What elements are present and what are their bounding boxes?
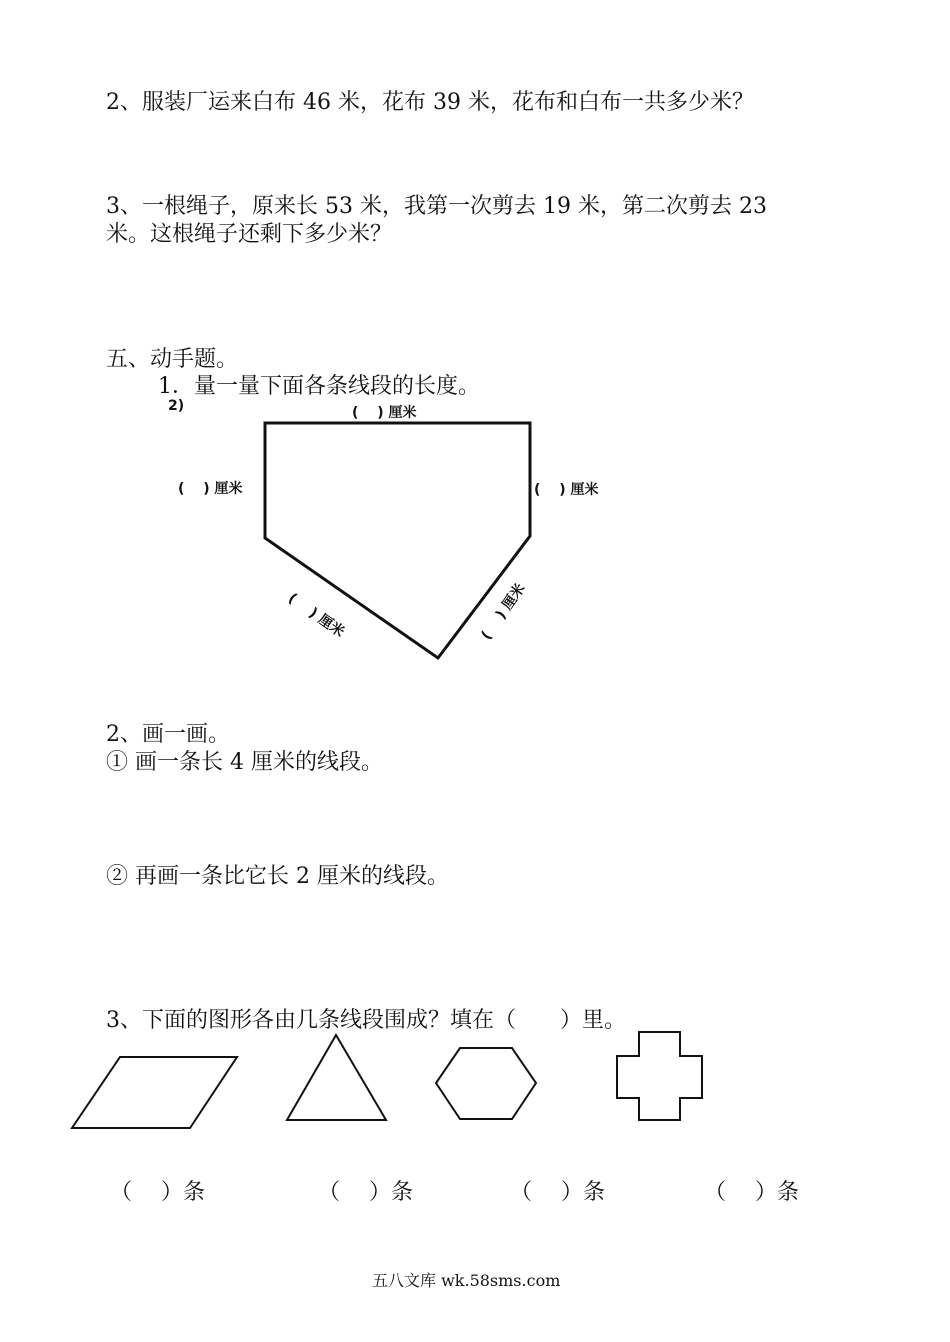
triangle-shape [287,1035,386,1120]
cross-shape [617,1032,702,1120]
hexagon-shape [436,1048,536,1119]
answer-blank-triangle: （ ）条 [318,1180,413,1205]
section-5-title: 五、动手题。 [106,347,239,372]
answer-blank-hexagon: （ ）条 [510,1180,605,1205]
problem-3-line-2: 米。这根绳子还剩下多少米？ [106,222,393,247]
task-2-step-1: ① 画一条长 4 厘米的线段。 [106,750,383,775]
label-top-side: ( ) 厘米 [352,405,417,421]
label-lower-left-side: ( ) 厘米 [285,590,348,641]
answer-blank-cross: （ ）条 [704,1180,799,1205]
figure-tag: 2) [168,398,185,414]
label-left-side: ( ) 厘米 [178,481,243,497]
problem-2: 2、服装厂运来白布 46 米，花布 39 米，花布和白布一共多少米？ [106,90,754,115]
answer-blank-parallelogram: （ ）条 [110,1180,205,1205]
parallelogram-shape [72,1057,237,1128]
label-right-side: ( ) 厘米 [534,482,599,498]
task-3-count-segments: 3、下面的图形各由几条线段围成？填在（ ）里。 [106,1008,626,1033]
footer-source: 五八文库 wk.58sms.com [372,1271,561,1290]
task-2-draw: 2、画一画。 [106,722,230,747]
problem-3-line-1: 3、一根绳子，原来长 53 米，我第一次剪去 19 米，第二次剪去 23 [106,194,767,219]
task-2-step-2: ② 再画一条比它长 2 厘米的线段。 [106,864,449,889]
task-1-measure: 1．量一量下面各条线段的长度。 [158,374,480,399]
label-lower-right-side: ( ) 厘米 [478,580,529,643]
